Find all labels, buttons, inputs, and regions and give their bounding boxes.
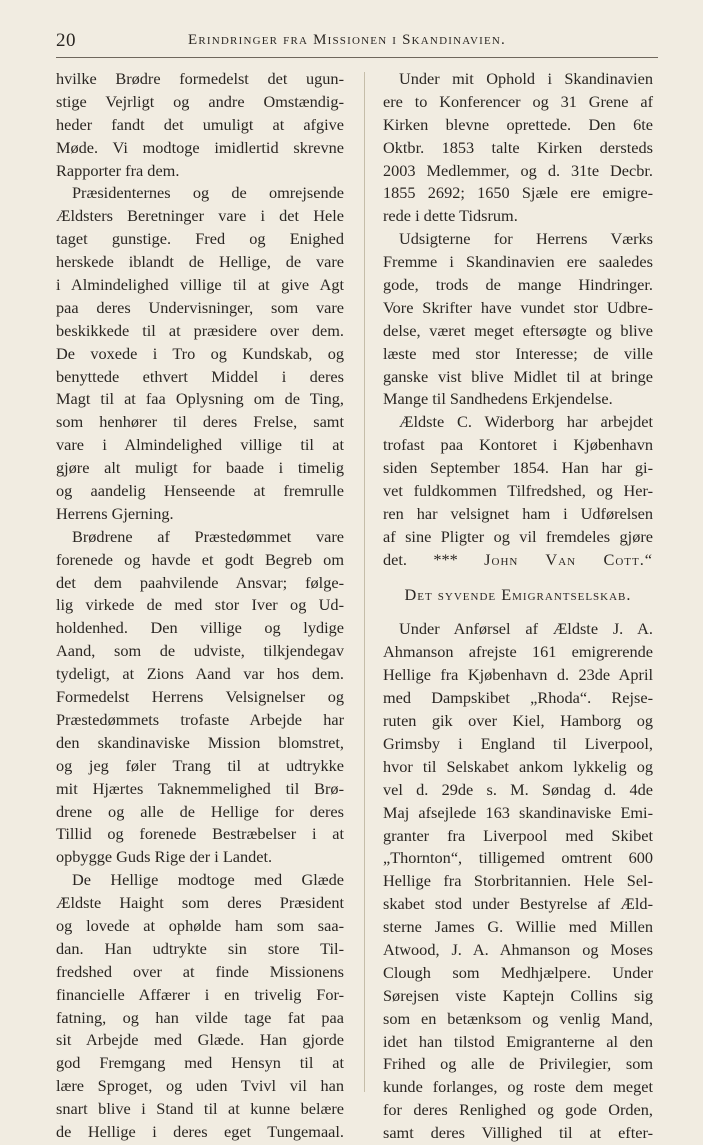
text-line: samt deres Villighed til at efter- [383, 1123, 653, 1143]
text-line: vet fuldkommen Tilfredshed, og Her- [383, 481, 653, 501]
text-line: dan. Han udtrykte sin store Til- [56, 938, 344, 958]
column-divider [364, 72, 365, 1092]
right-column [383, 68, 653, 1145]
text-line: 2003 Medlemmer, og d. 31te Decbr. [383, 160, 653, 180]
text-line: tydeligt, at Zions Aand var hos dem. [56, 664, 344, 684]
text-line: Grimsby i England til Liverpool, [383, 733, 653, 753]
text-line: fatning, og han vilde tage fat paa [56, 1007, 344, 1027]
page-number: 20 [56, 30, 76, 51]
text-line: Frihed og alle de Privilegier, som [383, 1054, 653, 1074]
section-gap [383, 572, 653, 584]
text-line: som en betænksom og venlig Mand, [383, 1008, 653, 1028]
text-line: som henhører til deres Frelse, samt [56, 412, 344, 432]
text-line: Ældsters Beretninger vare i det Hele [56, 206, 344, 226]
text-line: idet han tilstod Emigranterne al den [383, 1031, 653, 1051]
text-line: Udsigterne for Herrens Værks [399, 229, 653, 249]
text-line: holdenhed. Den villige og lydige [56, 618, 344, 638]
text-line: Hellige fra Storbritannien. Hele Sel- [383, 871, 653, 891]
text-line: hvor til Selskabet ankom lykkelig og [383, 756, 653, 776]
text-line: benyttede ethvert Middel i deres [56, 366, 344, 386]
section-gap [383, 606, 653, 618]
text-line: Rapporter fra dem. [56, 160, 180, 180]
text-line: „Thornton“, tilligemed omtrent 600 [383, 848, 653, 868]
text-line: Præstedømmets trofaste Arbejde har [56, 709, 344, 729]
text-line: herskede iblandt de Hellige, de vare [56, 252, 344, 272]
text-line: rede i dette Tidsrum. [383, 206, 518, 226]
text-line: Brødrene af Præstedømmet vare [72, 526, 344, 546]
header-rule [56, 57, 658, 58]
text-line: Oktbr. 1853 talte Kirken dersteds [383, 137, 653, 157]
text-line: ganske vist blive Midlet til at bringe [383, 366, 653, 386]
text-line: og jeg føler Trang til at udtrykke [56, 755, 344, 775]
text-line: lære Sproget, og uden Tvivl vil han [56, 1076, 344, 1096]
text-line: lig virkede de med stor Iver og Ud- [56, 595, 344, 615]
section-heading: Det syvende Emigrantselskab. [404, 584, 632, 604]
text-line: Vore Skrifter have vundet stor Udbre- [383, 297, 653, 317]
text-line: drene og alle de Hellige for deres [56, 801, 344, 821]
text-line: fredshed over at finde Missionens [56, 961, 344, 981]
closing-text: det. *** [383, 549, 458, 569]
text-line: Aand, som de udviste, tilkjendegav [56, 641, 344, 661]
text-line: beskikkede til at præsidere over dem. [56, 320, 344, 340]
text-line: ruten gik over Kiel, Hamborg og [383, 711, 653, 731]
text-line: Tillid og forenede Bestræbelser i at [56, 824, 344, 844]
text-line: ren har velsignet ham i Udførelsen [383, 503, 653, 523]
text-line: trofast paa Kontoret i Kjøbenhavn [383, 435, 653, 455]
text-line: gjøre alt muligt for baade i timelig [56, 458, 344, 478]
text-line: Præsidenternes og de omrejsende [72, 183, 344, 203]
text-line: Ahmanson afrejste 161 emigrerende [383, 642, 653, 662]
text-line: Magt til at faa Oplysning om de Ting, [56, 389, 344, 409]
text-line: Ældste Haight som deres Præsident [56, 893, 344, 913]
text-line: af sine Pligter og vil fremdeles gjøre [383, 526, 653, 546]
text-line: mit Hjærtes Taknemmelighed til Brø- [56, 778, 344, 798]
text-line: delse, været meget eftersøgte og blive [383, 320, 653, 340]
text-line: den skandinaviske Mission blomstret, [56, 732, 344, 752]
text-line: 1855 2692; 1650 Sjæle ere emigre- [383, 183, 653, 203]
text-line: Mange til Sandhedens Erkjendelse. [383, 389, 613, 409]
text-line: for deres Renlighed og gode Orden, [383, 1100, 653, 1120]
text-line: de Hellige i deres eget Tungemaal. [56, 1121, 344, 1141]
text-line: Sørejsen viste Kaptejn Collins sig [383, 985, 653, 1005]
text-line: Formedelst Herrens Velsignelser og [56, 687, 344, 707]
text-line: det dem paahvilende Ansvar; følge- [56, 572, 344, 592]
text-line: Møde. Vi modtoge imidlertid skrevne [56, 137, 344, 157]
text-line: De voxede i Tro og Kundskab, og [56, 343, 344, 363]
text-line: siden September 1854. Han har gi- [383, 458, 653, 478]
text-line: Under mit Ophold i Skandinavien [399, 69, 653, 88]
text-line: Atwood, J. A. Ahmanson og Moses [383, 939, 653, 959]
text-line: Ældste C. Widerborg har arbejdet [399, 412, 653, 432]
text-line: Kirken blevne oprettede. Den 6te [383, 114, 653, 134]
text-line: De Hellige modtoge med Glæde [72, 870, 344, 890]
text-line: taget gunstige. Fred og Enighed [56, 229, 344, 249]
text-line: Under Anførsel af Ældste J. A. [399, 619, 653, 639]
text-line: sterne James G. Willie med Millen [383, 917, 653, 937]
text-line: forenede og havde et godt Begreb om [56, 549, 344, 569]
text-line: og lovede at ophølde ham som saa- [56, 915, 344, 935]
text-line: skabet stod under Bestyrelse af Æld- [383, 894, 653, 914]
text-line: sit Arbejde med Glæde. Han gjorde [56, 1030, 344, 1050]
text-line: snart blive i Stand til at kunne belære [56, 1099, 344, 1119]
text-line: vel d. 29de s. M. Søndag d. 4de [383, 779, 653, 799]
left-column [56, 68, 344, 1144]
text-line: god Fremgang med Hensyn til at [56, 1053, 344, 1073]
text-line: Hellige fra Kjøbenhavn d. 23de April [383, 665, 653, 685]
text-line: i Almindelighed villige til at give Agt [56, 275, 344, 295]
text-line: med Dampskibet „Rhoda“. Rejse- [383, 688, 653, 708]
text-line: Clough som Medhjælpere. Under [383, 962, 653, 982]
text-line: Fremme i Skandinavien ere saaledes [383, 252, 653, 272]
text-line: gode, trods de mange Hindringer. [383, 275, 653, 295]
text-line: læste med stor Interesse; de ville [383, 343, 653, 363]
signature-line [383, 549, 653, 572]
text-line: Maj afsejlede 163 skandinaviske Emi- [383, 802, 653, 822]
signature: John Van Cott.“ [484, 549, 654, 569]
running-head: Erindringer fra Missionen i Skandinavien. [188, 32, 506, 48]
text-line: heder fandt det umuligt at afgive [56, 114, 344, 134]
text-line: granter fra Liverpool med Skibet [383, 825, 653, 845]
text-line: opbygge Guds Rige der i Landet. [56, 847, 273, 867]
text-line: stige Vejrligt og andre Omstændig- [56, 91, 344, 111]
text-line: vare i Almindelighed villige til at [56, 435, 344, 455]
text-line: financielle Affærer i en trivelig For- [56, 984, 344, 1004]
text-line: hvilke Brødre formedelst det ugun- [56, 69, 344, 88]
text-line: Herrens Gjerning. [56, 503, 174, 523]
text-line: og aandelig Henseende at fremrulle [56, 481, 344, 501]
text-line: ere to Konferencer og 31 Grene af [383, 91, 653, 111]
text-line: paa deres Undervisninger, som vare [56, 297, 344, 317]
text-line: kunde forlanges, og roste dem meget [383, 1077, 653, 1097]
